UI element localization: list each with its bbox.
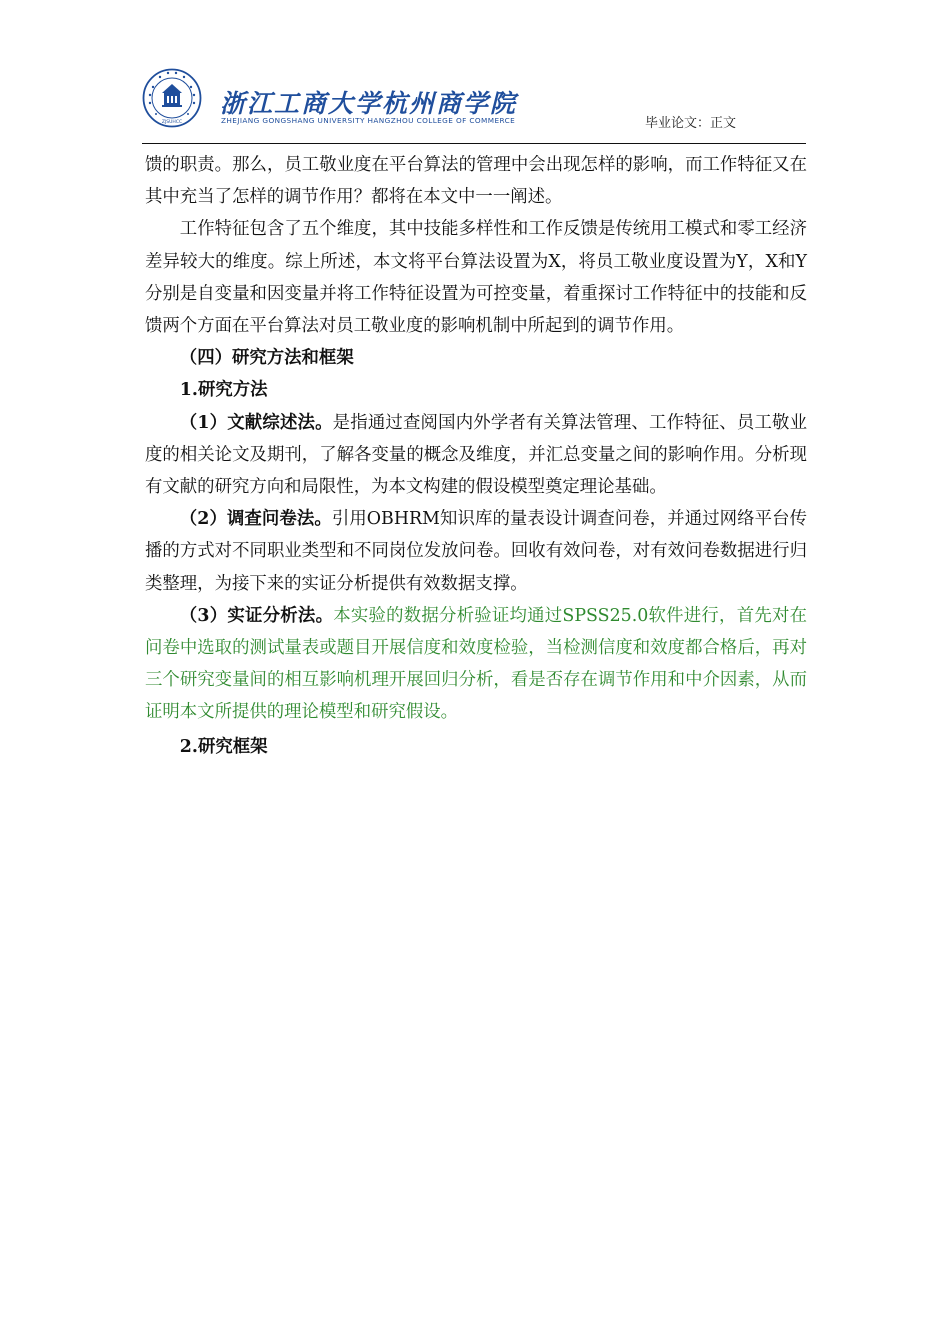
header-divider [142,143,806,144]
header-section-label: 毕业论文：正文 [644,116,736,131]
method-title: （2）调查问卷法。 [179,509,332,530]
method-empirical-analysis [145,600,807,729]
university-logo-english: ZHEJIANG GONGSHANG UNIVERSITY HANGZHOU COLLEGE OF COMMERCE [221,116,516,125]
method-description: 是指通过查阅国内外学者有关算法管理、工作特征、员工敬业度的相关论文及期刊，了解各变量的概念及维度，并汇总变量之间的影响作用。分析现有文献的研究方向和局限性，为本文构建的假设模型奠定理论基础。 [145,412,807,498]
document-body [145,149,807,763]
paragraph-work-characteristics: 工作特征包含了五个维度，其中技能多样性和工作反馈是传统用工模式和零工经济差异较大的维度。综上所述，本文将平台算法设置为X，将员工敬业度设置为Y，X和Y分别是自变量和因变量并将工作特征设置为可控变量，着重探讨工作特征中的技能和反馈两个方面在平台算法对员工敬业度的影响机制中所起到的调节作用。 [145,219,807,337]
section-heading: （四）研究方法和框架 [179,348,354,369]
svg-text:ZJSUHCC: ZJSUHCC [161,120,183,125]
method-description-highlighted: 本实验的数据分析验证均通过SPSS25.0软件进行，首先对在问卷中选取的测试量表或题目开展信度和效度检验，当检测信度和效度都合格后，再对三个研究变量间的相互影响机理开展回归分析，看是否存在调节作用和中介因素，从而证明本文所提供的理论模型和研究假设。 [145,605,807,723]
page-header [142,66,806,144]
subsection-heading-methods: 1.研究方法 [179,380,268,401]
method-questionnaire [145,503,807,600]
method-literature-review [145,407,807,504]
method-title: （1）文献综述法。 [179,412,333,433]
subsection-heading-framework: 2.研究框架 [179,736,268,757]
paragraph-continuation: 馈的职责。那么，员工敬业度在平台算法的管理中会出现怎样的影响，而工作特征又在其中充当了怎样的调节作用？都将在本文中一一阐述。 [145,155,807,208]
university-logo-chinese: 浙江工商大学杭州商学院 [220,89,518,118]
method-title: （3）实证分析法。 [179,605,334,626]
university-seal-icon [142,68,202,128]
method-description: 引用OBHRM知识库的量表设计调查问卷，并通过网络平台传播的方式对不同职业类型和不同岗位发放问卷。回收有效问卷，对有效问卷数据进行归类整理，为接下来的实证分析提供有效数据支撑。 [145,509,808,594]
